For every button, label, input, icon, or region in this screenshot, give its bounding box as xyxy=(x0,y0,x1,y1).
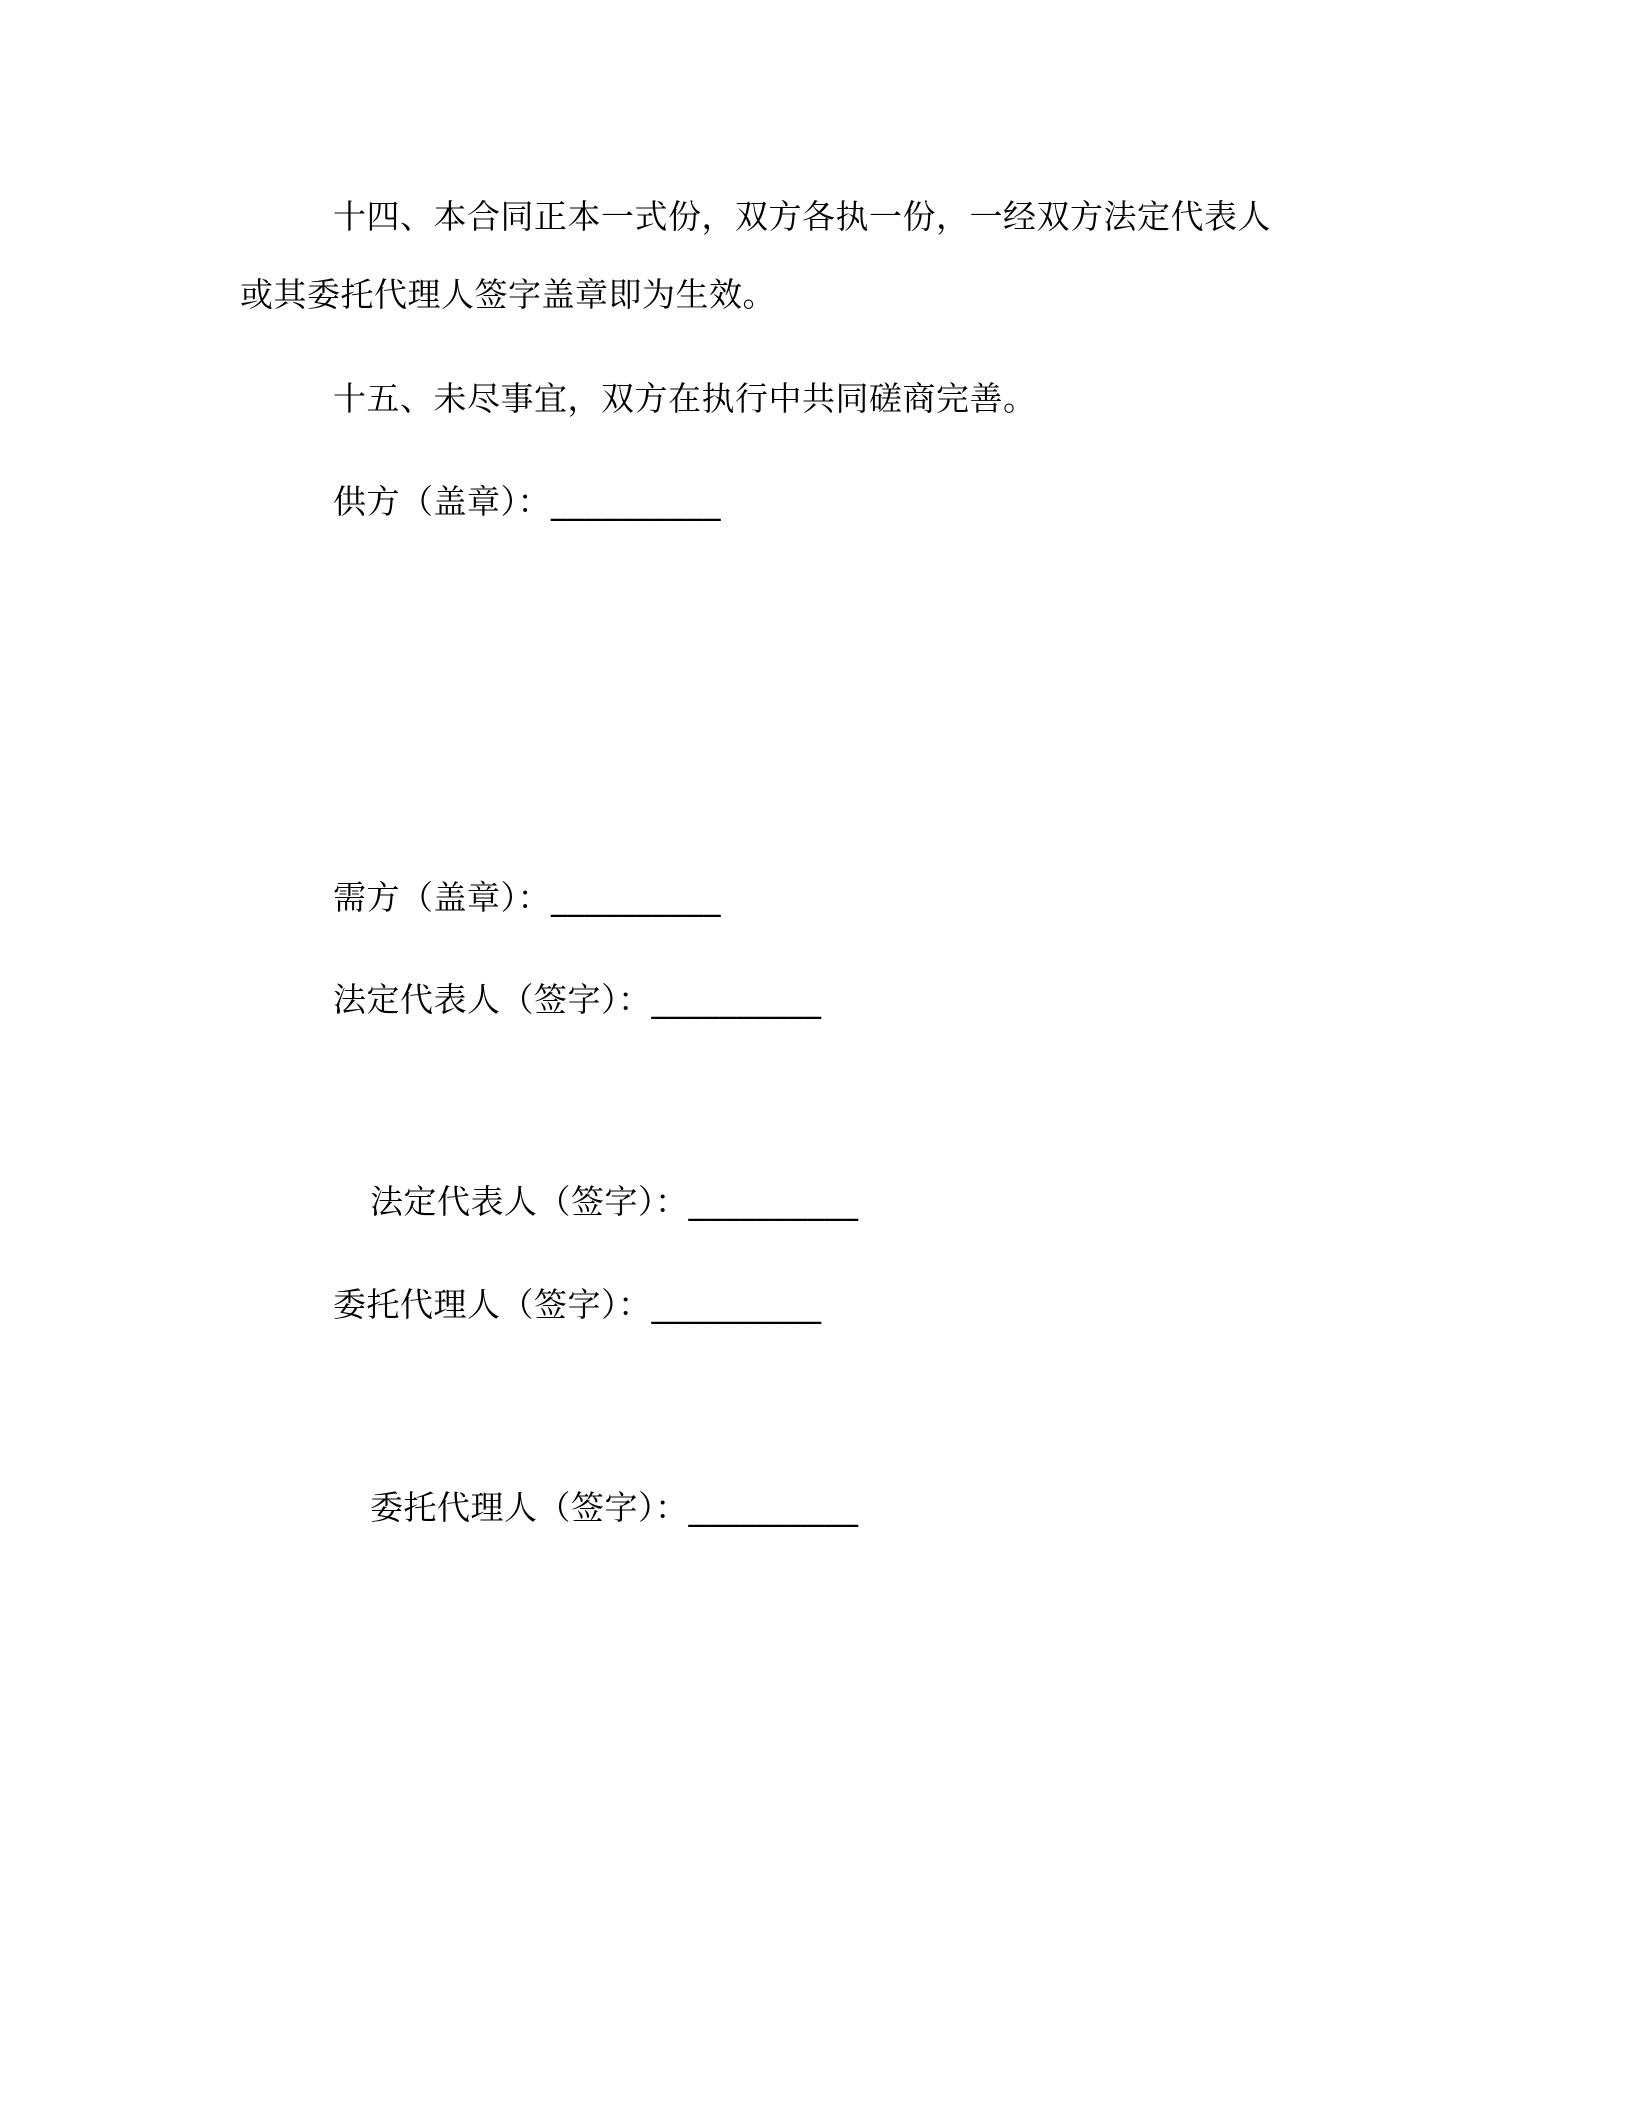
clause-14-line-2: 或其委托代理人签字盖章即为生效。 xyxy=(240,275,776,314)
buyer-seal-field: 需方（盖章）：__________ xyxy=(333,878,721,917)
legal-representative-signature-1: 法定代表人（签字）：__________ xyxy=(333,980,822,1019)
authorized-agent-signature-1: 委托代理人（签字）：__________ xyxy=(333,1285,822,1324)
supplier-seal-field: 供方（盖章）：__________ xyxy=(333,482,721,521)
authorized-agent-signature-2: 委托代理人（签字）：__________ xyxy=(370,1488,859,1527)
legal-representative-signature-2: 法定代表人（签字）：__________ xyxy=(370,1182,859,1221)
clause-15: 十五、未尽事宜，双方在执行中共同磋商完善。 xyxy=(333,379,1037,418)
clause-14-line-1: 十四、本合同正本一式份，双方各执一份，一经双方法定代表人 xyxy=(333,197,1271,236)
